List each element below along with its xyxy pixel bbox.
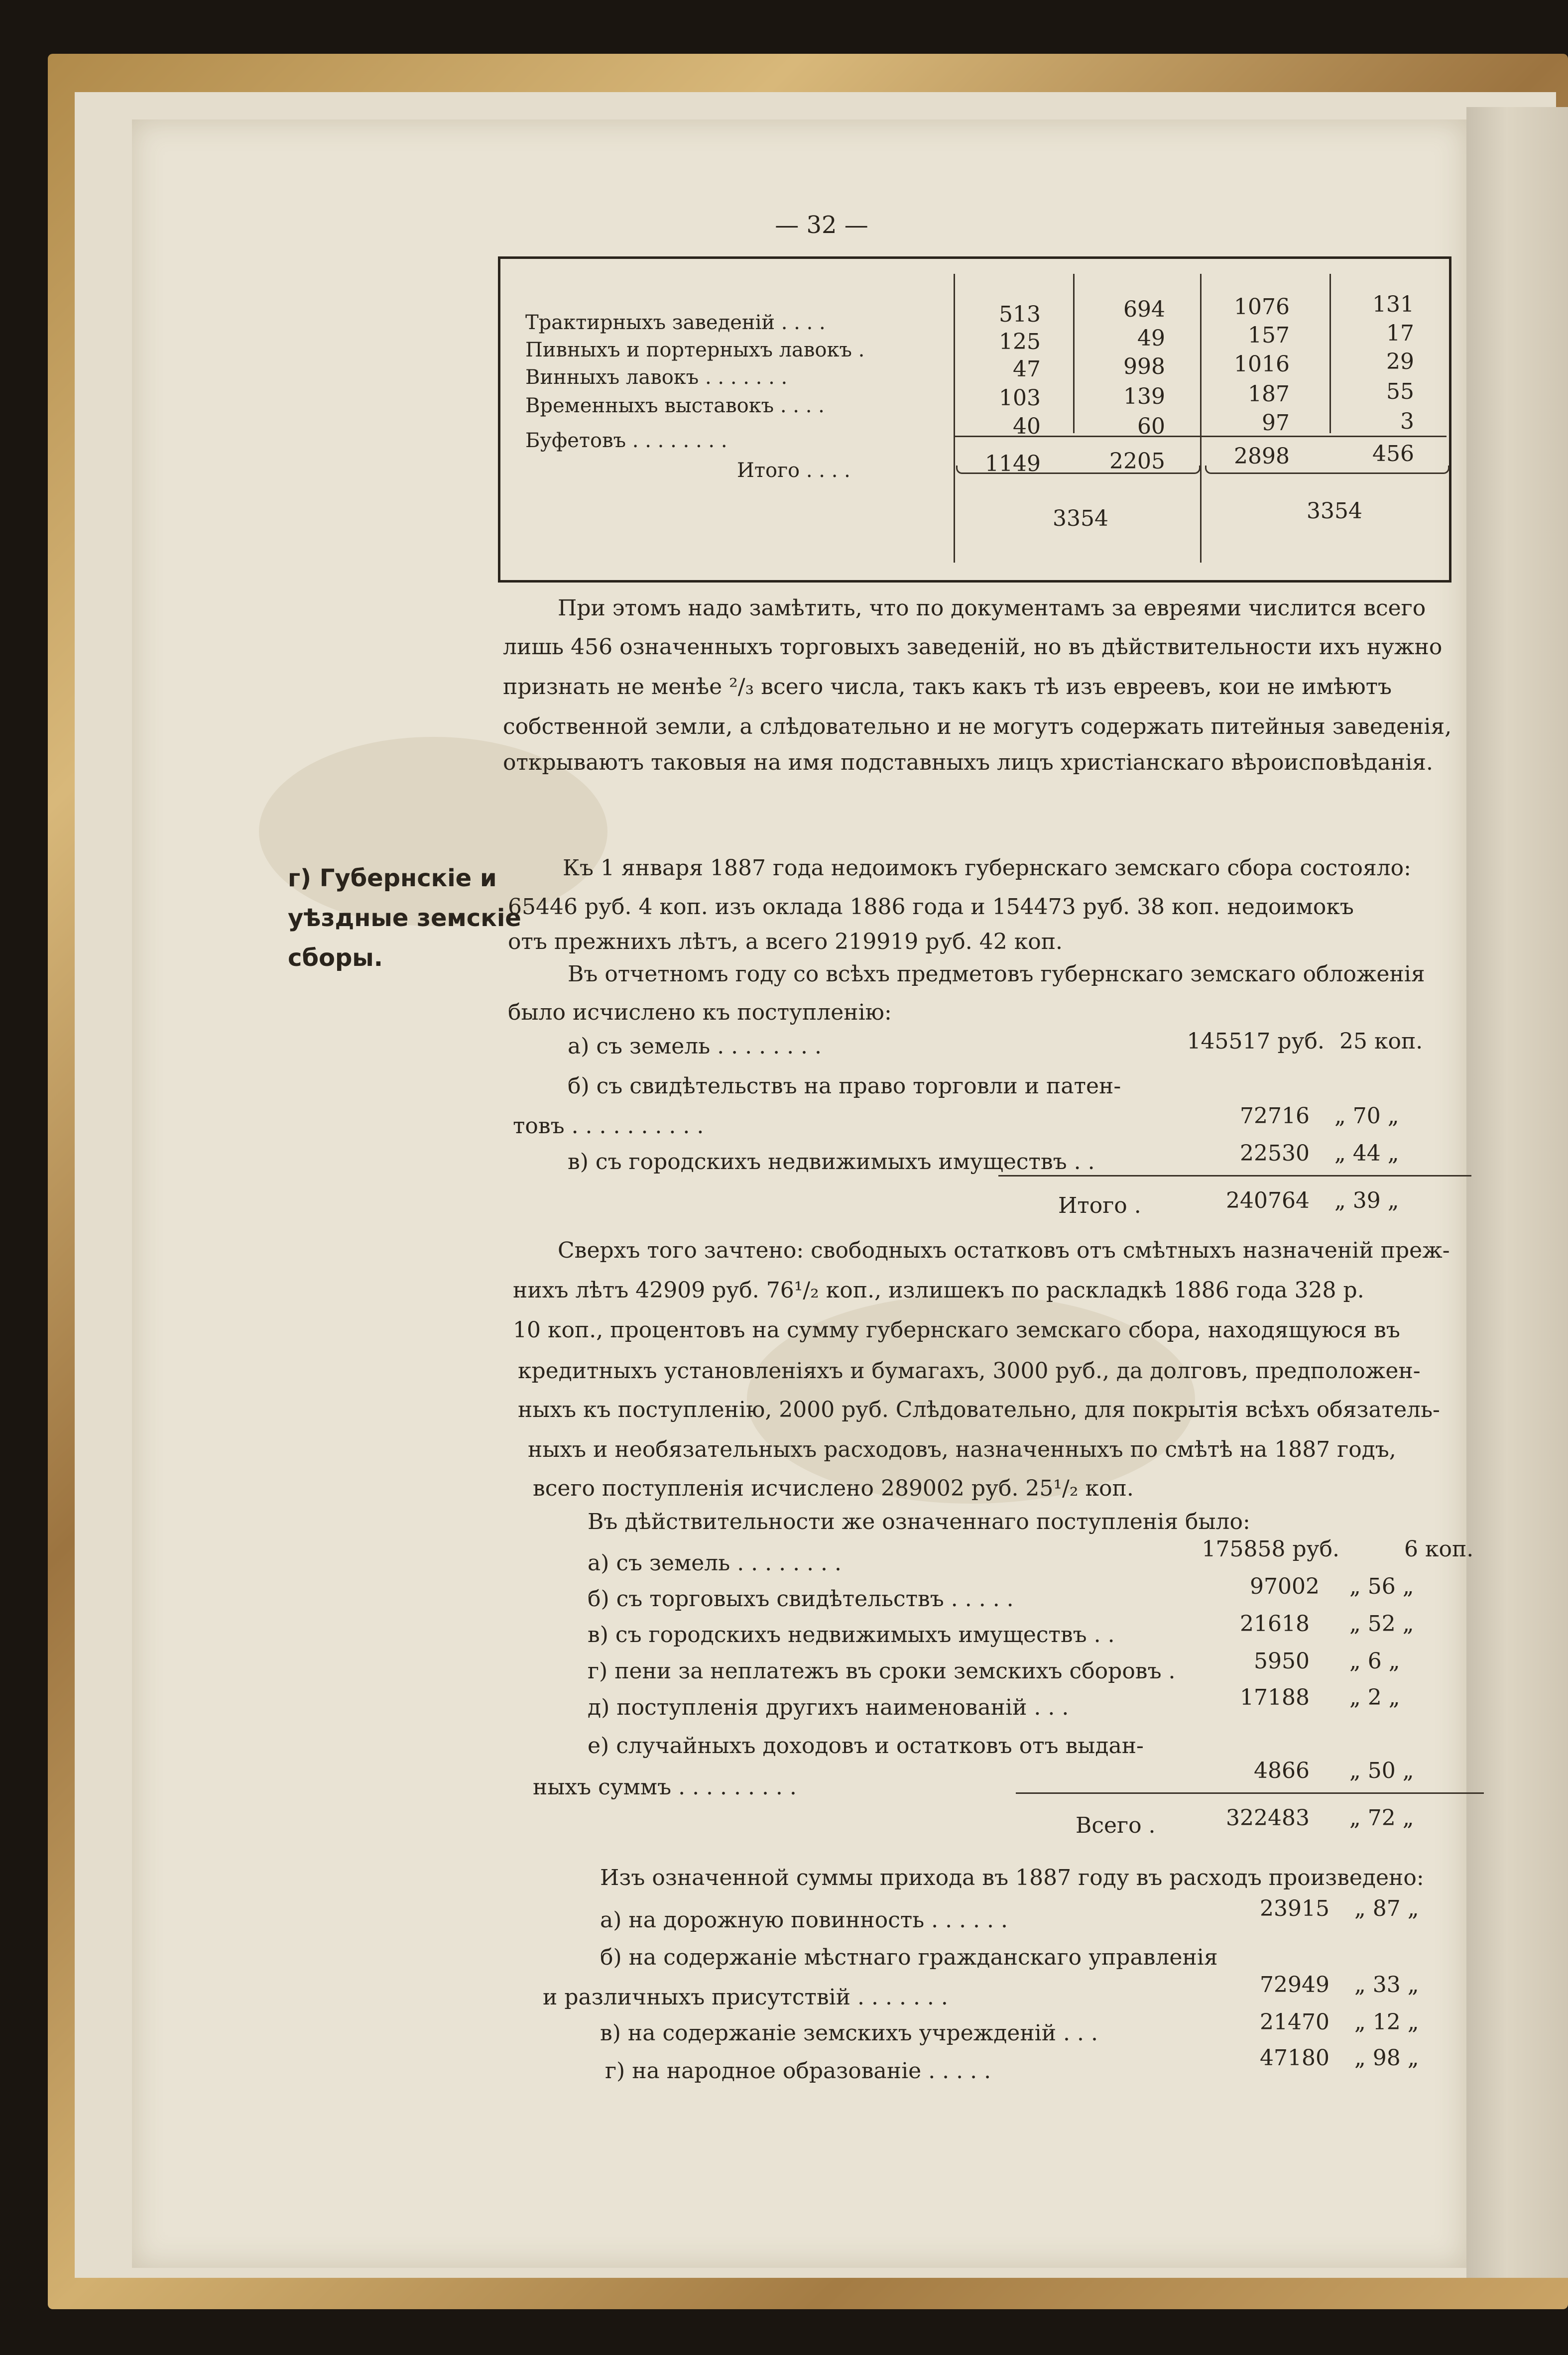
list-item-amount: 22530 [1240,1141,1310,1166]
text-line: Къ 1 января 1887 года недоимокъ губернскаго земскаго сбора состояло: [563,855,1411,881]
table-cell: 103 [999,385,1041,411]
table-row-label: Трактирныхъ заведеній . . . . [525,311,826,334]
list-item-kop: „ 56 „ [1349,1574,1414,1599]
total-label: Итого . [1058,1193,1141,1218]
list-item-label: а) съ земель . . . . . . . . [588,1550,842,1576]
text-line: ныхъ къ поступленію, 2000 руб. Слѣдовательно, для покрытія всѣхъ обязатель- [518,1397,1440,1422]
list-item-kop: „ 87 „ [1354,1896,1419,1921]
table-row-label: Буфетовъ . . . . . . . . [525,429,727,452]
list-item-kop: „ 98 „ [1354,2045,1419,2071]
table-row-label: Временныхъ выставокъ . . . . [525,394,825,417]
text-line: 65446 руб. 4 коп. изъ оклада 1886 года и 154473 руб. 38 коп. недоимокъ [508,894,1354,920]
table-cell: 1016 [1234,352,1290,377]
table-total-cell: 1149 [985,451,1041,476]
list-item-label: ныхъ суммъ . . . . . . . . . [533,1774,797,1800]
table-cell: 3 [1400,409,1414,434]
list-item-amount: 5950 [1254,1648,1310,1674]
table-cell: 187 [1248,381,1290,407]
table-cell: 47 [1013,356,1041,382]
table-cell: 97 [1262,410,1290,436]
text-line: кредитныхъ установленіяхъ и бумагахъ, 3000 руб., да долговъ, предположен- [518,1358,1421,1384]
text-line: Изъ означенной суммы прихода въ 1887 году въ расходъ произведено: [600,1865,1424,1890]
text-line: было исчислено къ поступленію: [508,1000,892,1025]
table-grand-total: 3354 [1053,506,1108,531]
list-item-amount: 4866 [1254,1758,1310,1783]
total-kop: „ 39 „ [1334,1188,1399,1213]
list-item-label: в) съ городскихъ недвижимыхъ имуществъ . . [588,1622,1115,1648]
table-cell: 998 [1123,354,1165,379]
text-line: собственной земли, а слѣдовательно и не могутъ содержать питейныя заведенія, [503,714,1452,739]
list-item-kop: „ 2 „ [1349,1685,1400,1710]
list-item-label: в) на содержаніе земскихъ учрежденій . . . [600,2020,1098,2046]
list-item-kop: „ 33 „ [1354,1972,1419,1998]
list-item-amount: 23915 [1260,1896,1329,1921]
page-number: — 32 — [775,211,868,239]
list-item-label: б) на содержаніе мѣстнаго гражданскаго управленія [600,1945,1218,1970]
total-kop: „ 72 „ [1349,1805,1414,1831]
table-total-cell: 456 [1372,441,1414,467]
list-item-kop: 25 коп. [1339,1029,1423,1054]
table-cell: 49 [1137,326,1165,351]
list-item-amount: 72716 [1240,1103,1310,1129]
list-item-kop: „ 12 „ [1354,2009,1419,2035]
sum-rule [998,1175,1471,1177]
list-item-label: товъ . . . . . . . . . . [513,1113,704,1139]
list-item-label: а) съ земель . . . . . . . . [568,1034,822,1059]
text-line: Въ отчетномъ году со всѣхъ предметовъ губернскаго земскаго обложенія [568,961,1425,987]
table-row-label: Пивныхъ и портерныхъ лавокъ . [525,339,865,361]
text-line: отъ прежнихъ лѣтъ, а всего 219919 руб. 42 коп. [508,929,1063,954]
list-item-label: а) на дорожную повинность . . . . . . [600,1907,1008,1933]
total-amount: 322483 [1226,1805,1310,1831]
table-cell: 157 [1248,323,1290,348]
list-item-kop: „ 50 „ [1349,1758,1414,1783]
side-heading: сборы. [288,944,383,972]
table-cell: 125 [999,329,1041,354]
table-cell: 131 [1372,292,1414,317]
list-item-label: г) на народное образованіе . . . . . [605,2058,991,2084]
table-cell: 60 [1137,414,1165,439]
table-total-cell: 2898 [1234,444,1290,469]
text-line: признать не менѣе ²/₃ всего числа, такъ какъ тѣ изъ евреевъ, кои не имѣютъ [503,674,1392,700]
text-line: ныхъ и необязательныхъ расходовъ, назначенныхъ по смѣтѣ на 1887 годъ, [528,1437,1396,1462]
text-line: 10 коп., процентовъ на сумму губернскаго земскаго сбора, находящуюся въ [513,1317,1400,1343]
table-cell: 139 [1123,384,1165,409]
list-item-label: д) поступленія другихъ наименованій . . . [588,1695,1069,1720]
list-item-label: г) пени за неплатежъ въ сроки земскихъ сборовъ . [588,1658,1176,1684]
text-line: всего поступленія исчислено 289002 руб. 25¹/₂ коп. [533,1476,1134,1501]
table-cell: 40 [1013,414,1041,439]
table-row-label: Винныхъ лавокъ . . . . . . . [525,366,788,389]
list-item-amount: 21618 [1240,1611,1310,1637]
list-item-amount: 145517 руб. [1187,1029,1325,1054]
list-item-label: в) съ городскихъ недвижимыхъ имуществъ . . [568,1149,1095,1175]
list-item-label: б) съ свидѣтельствъ на право торговли и патен- [568,1073,1121,1099]
list-item-amount: 47180 [1260,2045,1329,2071]
table-total-cell: 2205 [1109,449,1165,474]
table-cell: 1076 [1234,294,1290,320]
table-cell: 513 [999,302,1041,327]
list-item-kop: „ 44 „ [1334,1141,1399,1166]
text-line: При этомъ надо замѣтить, что по документамъ за евреями числится всего [558,595,1426,621]
list-item-amount: 97002 [1250,1574,1320,1599]
table-cell: 694 [1123,297,1165,322]
text-line: Сверхъ того зачтено: свободныхъ остатковъ отъ смѣтныхъ назначеній преж- [558,1238,1450,1263]
list-item-kop: „ 6 „ [1349,1648,1400,1674]
total-amount: 240764 [1226,1188,1310,1213]
list-item-label: б) съ торговыхъ свидѣтельствъ . . . . . [588,1586,1014,1612]
text-line: открываютъ таковыя на имя подставныхъ лицъ христіанскаго вѣроисповѣданія. [503,750,1434,775]
table-cell: 17 [1386,321,1414,346]
text-line: нихъ лѣтъ 42909 руб. 76¹/₂ коп., излишекъ по раскладкѣ 1886 года 328 р. [513,1278,1364,1303]
table-cell: 29 [1386,349,1414,374]
list-item-amount: 175858 руб. [1202,1536,1339,1562]
list-item-kop: 6 коп. [1404,1536,1474,1562]
sum-rule [1016,1792,1484,1794]
total-label: Всего . [1076,1813,1156,1838]
table-grand-total: 3354 [1307,498,1362,524]
list-item-kop: „ 70 „ [1334,1103,1399,1129]
text-line: Въ дѣйствительности же означеннаго поступленія было: [588,1509,1250,1534]
side-heading: г) Губернскіе и [288,864,497,892]
list-item-label: е) случайныхъ доходовъ и остатковъ отъ выдан- [588,1733,1144,1759]
list-item-amount: 17188 [1240,1685,1310,1710]
list-item-amount: 21470 [1260,2009,1329,2035]
text-line: лишь 456 означенныхъ торговыхъ заведеній, но въ дѣйствительности ихъ нужно [503,634,1443,660]
list-item-label: и различныхъ присутствій . . . . . . . [543,1985,948,2010]
list-item-kop: „ 52 „ [1349,1611,1414,1637]
total-label: Итого . . . . [737,459,850,482]
table-cell: 55 [1386,379,1414,404]
next-page-edge [1466,107,1568,2278]
side-heading: уѣздные земскіе [288,904,521,932]
list-item-amount: 72949 [1260,1972,1329,1998]
